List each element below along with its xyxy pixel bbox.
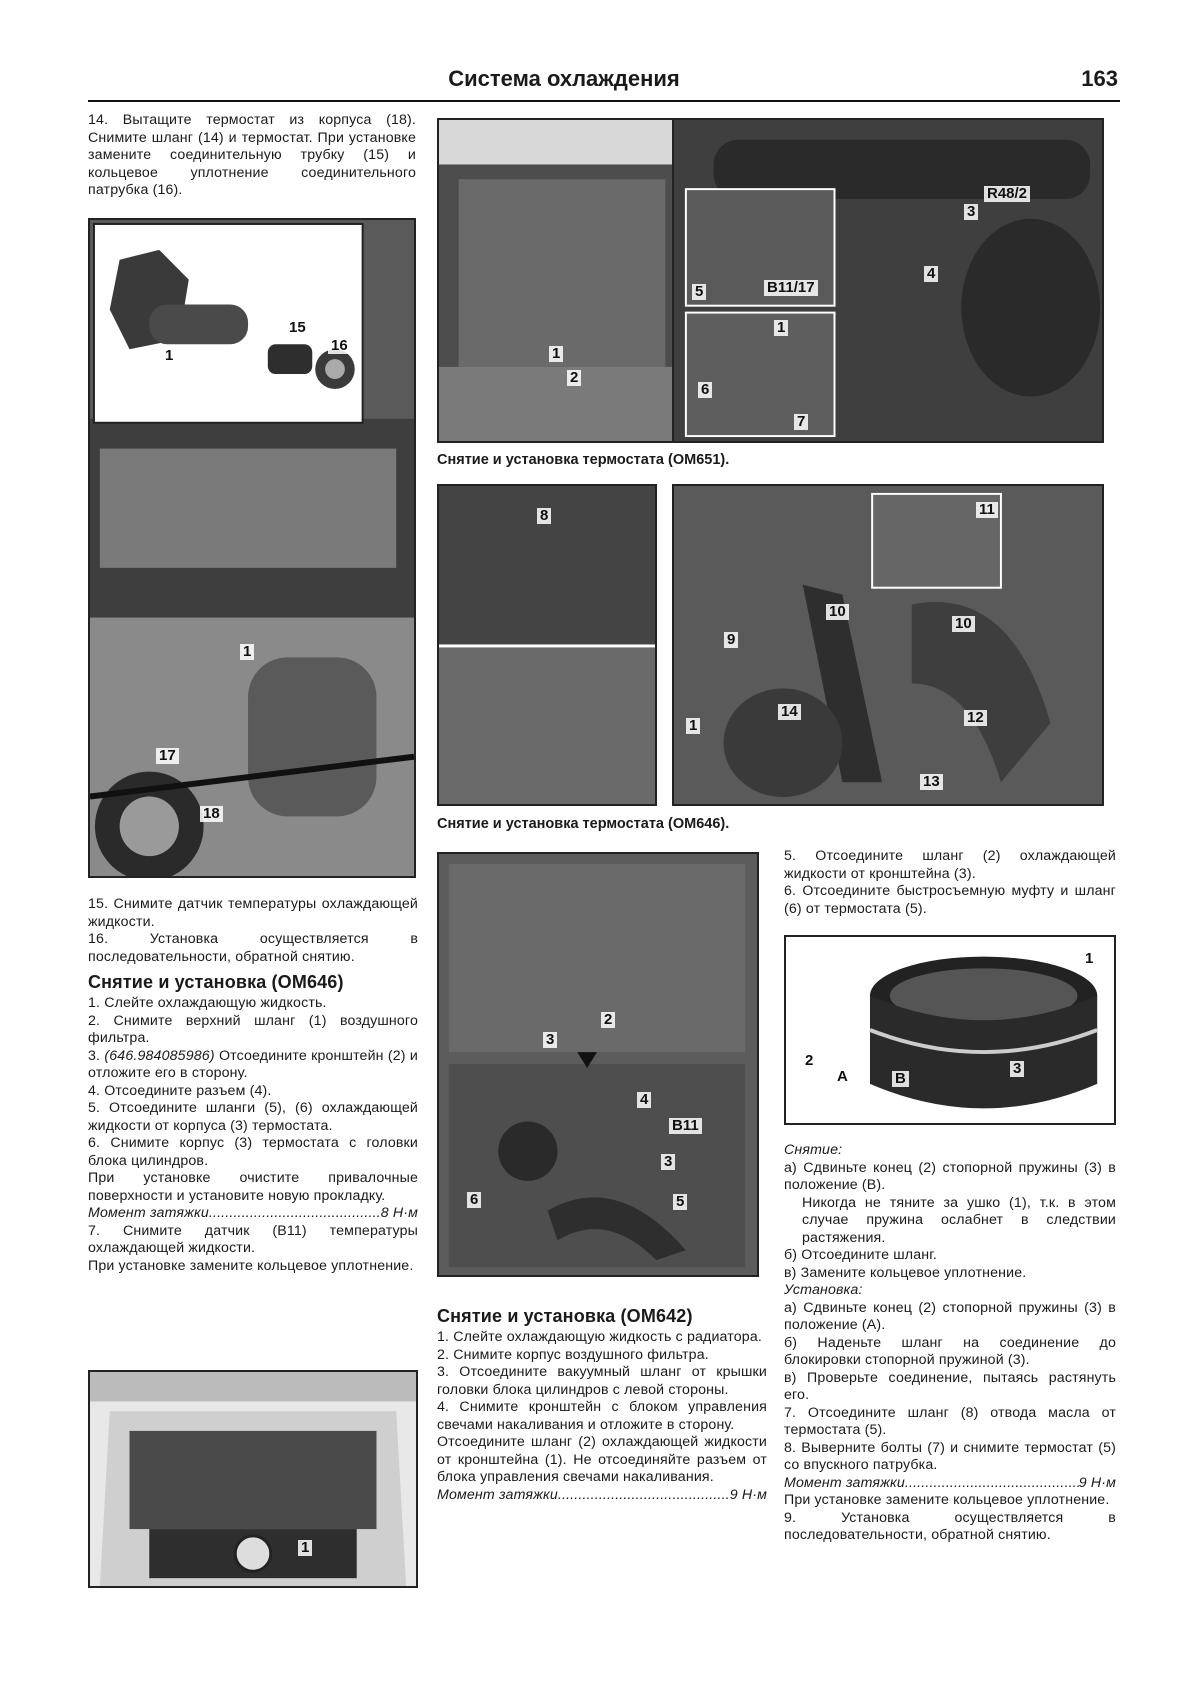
- step-14: 14. Вытащите термостат из корпуса (18). Снимите шланг (14) и термостат. При установке замените соединительную трубку (15) и кольцевое уплотнение соединительного патрубка (16).: [88, 112, 416, 198]
- om642-step-4-note: Отсоедините шланг (2) охлаждающей жидкости от кронштейна (1). Не отсоединяйте разъем от блока управления свечами накаливания.: [437, 1434, 767, 1485]
- callout-p8-5: 5: [673, 1194, 687, 1210]
- om646-step-5: 5. Отсоедините шланги (5), (6) охлаждающей жидкости от корпуса (3) термостата.: [88, 1100, 418, 1134]
- callout-p7-2: 2: [601, 1012, 615, 1028]
- callout-p8-4: 4: [637, 1092, 651, 1108]
- callout-p1-15: 15: [286, 320, 309, 336]
- om646-step-7: 7. Снимите датчик (B11) температуры охлаждающей жидкости.: [88, 1222, 418, 1256]
- om646-step-3-rest: Отсоедините кронштейн (2) и отложите его в сторону.: [88, 1047, 418, 1081]
- callout-p4-r48: R48/2: [984, 186, 1030, 202]
- om642-step-1: 1. Слейте охлаждающую жидкость с радиатора.: [437, 1329, 762, 1345]
- torque-value: 9 Н·м: [729, 1486, 767, 1503]
- om642-step-8: 8. Выверните болты (7) и снимите термостат (5) со впускного патрубка.: [784, 1439, 1116, 1473]
- callout-p4-6: 6: [698, 382, 712, 398]
- hose-clamp-photo: [784, 935, 1116, 1125]
- om646-step-6: 6. Снимите корпус (3) термостата с головки блока цилиндров.: [88, 1135, 418, 1169]
- callout-p6-12: 12: [964, 710, 987, 726]
- callout-p1-16: 16: [328, 338, 351, 354]
- callout-p4-4: 4: [924, 266, 938, 282]
- om646-step-4: 4. Отсоедините разъем (4).: [88, 1082, 272, 1099]
- removal-a: а) Сдвиньте конец (2) стопорной пружины (3) в положение (B).: [784, 1159, 1116, 1193]
- callout-p2-17: 17: [156, 748, 179, 764]
- callout-p1-1: 1: [162, 348, 176, 364]
- callout-p6-10b: 10: [952, 616, 975, 632]
- callout-p6-9: 9: [724, 632, 738, 648]
- om642-step-9: 9. Установка осуществляется в последовательности, обратной снятию.: [784, 1509, 1116, 1543]
- page-title: Система охлаждения: [448, 66, 680, 91]
- callout-p9-2: 2: [802, 1053, 816, 1069]
- install-label: Установка:: [784, 1282, 863, 1298]
- om642-step-3: 3. Отсоедините вакуумный шланг от крышки головки блока цилиндров с левой стороны.: [437, 1364, 767, 1398]
- om646-step-2: 2. Снимите верхний шланг (1) воздушного фильтра.: [88, 1012, 418, 1046]
- om646-step-3: [88, 1048, 418, 1083]
- mid-column-text: [437, 1300, 767, 1504]
- page-header: [88, 60, 1120, 102]
- callout-p8-6: 6: [467, 1192, 481, 1208]
- right-column-top-text: [784, 848, 1116, 918]
- torque-label: Момент затяжки: [437, 1486, 558, 1503]
- callout-p9-3: 3: [1010, 1061, 1024, 1077]
- caption-om651: Снятие и установка термостата (OM651).: [437, 452, 730, 468]
- callout-p3-2: 2: [567, 370, 581, 386]
- om646-step-3-prefix: 3.: [88, 1047, 105, 1064]
- om646-step-6-note: При установке очистите привалочные поверхности и установите новую прокладку.: [88, 1170, 418, 1204]
- removal-c: в) Замените кольцевое уплотнение.: [784, 1264, 1027, 1281]
- callout-p6-11: 11: [976, 502, 998, 518]
- om642-step-7: 7. Отсоедините шланг (8) отвода масла от термостата (5).: [784, 1404, 1116, 1438]
- om646-step-3-part-number: (646.984085986): [104, 1047, 215, 1064]
- right-torque-spec: [784, 1475, 1116, 1493]
- callout-p4-5: 5: [692, 284, 706, 300]
- callout-p2-18: 18: [200, 806, 223, 822]
- caption-om646: Снятие и установка термостата (OM646).: [437, 816, 730, 832]
- om642-torque-spec: [437, 1487, 767, 1505]
- torque-value: 8 Н·м: [380, 1205, 418, 1221]
- om642-step-5: 5. Отсоедините шланг (2) охлаждающей жидкости от кронштейна (3).: [784, 848, 1116, 882]
- torque-label: Момент затяжки: [88, 1205, 209, 1221]
- callout-p4-3: 3: [964, 204, 978, 220]
- callout-p9-a: A: [834, 1069, 851, 1085]
- car-front-photo: [88, 1370, 418, 1588]
- callout-p9-1: 1: [1082, 951, 1096, 967]
- engine-photo-om646-right: [672, 484, 1104, 806]
- section-title-om646: Снятие и установка (OM646): [88, 972, 344, 992]
- section-title-om642: Снятие и установка (OM642): [437, 1306, 693, 1326]
- torque-label: Момент затяжки: [784, 1474, 905, 1491]
- install-c: в) Проверьте соединение, пытаясь растянуть его.: [784, 1369, 1116, 1403]
- callout-p8-b11: B11: [669, 1118, 702, 1134]
- page-number: 163: [1081, 66, 1118, 91]
- step-15: 15. Снимите датчик температуры охлаждающей жидкости.: [88, 896, 418, 930]
- callout-p8-3: 3: [661, 1154, 675, 1170]
- engine-photo-om646-left: [437, 484, 657, 806]
- step-14-text: [88, 112, 416, 200]
- om646-step-7-note: При установке замените кольцевое уплотнение.: [88, 1257, 414, 1274]
- callout-p9-b: B: [892, 1071, 909, 1087]
- om642-step-6: 6. Отсоедините быстросъемную муфту и шланг (6) от термостата (5).: [784, 883, 1116, 917]
- callout-p6-10a: 10: [826, 604, 849, 620]
- callout-p2-1: 1: [240, 644, 254, 660]
- removal-a-warning: Никогда не тяните за ушко (1), т.к. в этом случае пружина ослабнет в следствии растяжения.: [802, 1194, 1116, 1246]
- thermostat-photo-left: [88, 218, 416, 878]
- callout-p4-1: 1: [774, 320, 788, 336]
- callout-p4-7: 7: [794, 414, 808, 430]
- callout-p6-14: 14: [778, 704, 801, 720]
- torque-value: 9 Н·м: [1078, 1474, 1116, 1491]
- callout-p3-1: 1: [549, 346, 563, 362]
- install-a: а) Сдвиньте конец (2) стопорной пружины (3) в положение (A).: [784, 1299, 1116, 1333]
- engine-photo-om651-right: [672, 118, 1104, 443]
- engine-photo-om642: [437, 852, 759, 1277]
- om642-step-4: 4. Снимите кронштейн с блоком управления свечами накаливания и отложите в сторону.: [437, 1399, 767, 1433]
- right-column-text: [784, 1142, 1116, 1545]
- om646-step-1: 1. Слейте охлаждающую жидкость.: [88, 995, 327, 1011]
- callout-p5-8: 8: [537, 508, 551, 524]
- callout-p10-1: 1: [298, 1540, 312, 1556]
- callout-p7-3: 3: [543, 1032, 557, 1048]
- callout-p6-13: 13: [920, 774, 943, 790]
- callout-p6-1: 1: [686, 718, 700, 734]
- removal-label: Снятие:: [784, 1142, 843, 1158]
- step-16: 16. Установка осуществляется в последовательности, обратной снятию.: [88, 931, 418, 965]
- left-column-text: [88, 896, 418, 1275]
- torque-spec: [88, 1205, 418, 1223]
- om642-step-2: 2. Снимите корпус воздушного фильтра.: [437, 1346, 709, 1363]
- callout-p4-b11-17: B11/17: [764, 280, 818, 296]
- removal-b: б) Отсоедините шланг.: [784, 1247, 937, 1263]
- engine-photo-om651-left: [437, 118, 687, 443]
- om642-step-8-note: При установке замените кольцевое уплотнение.: [784, 1492, 1110, 1508]
- install-b: б) Наденьте шланг на соединение до блокировки стопорной пружиной (3).: [784, 1334, 1116, 1368]
